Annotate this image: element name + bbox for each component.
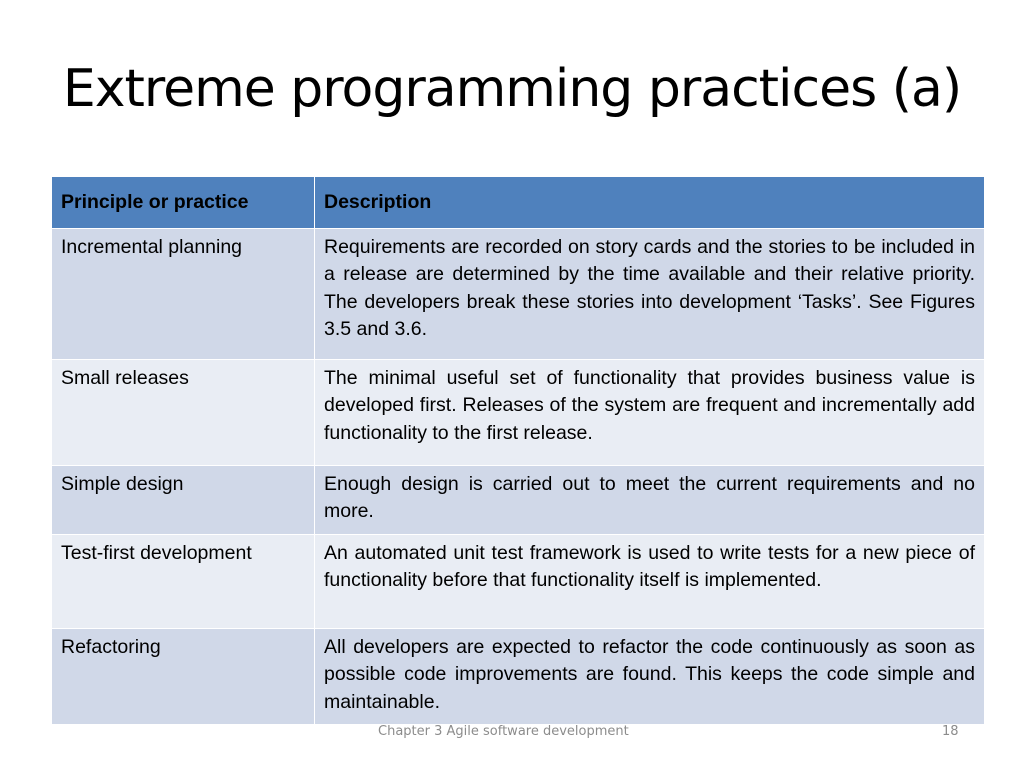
table-header-row	[52, 177, 985, 229]
description-cell: The minimal useful set of functionality that provides business value is developed first. Releases of the system are frequent and incrementally add functionality to the first release.	[315, 359, 985, 465]
table-row	[52, 359, 985, 465]
description-cell: All developers are expected to refactor the code continuously as soon as possible code improvements are found. This keeps the code simple and maintainable.	[315, 628, 985, 725]
header-description: Description	[315, 177, 985, 229]
practice-cell: Incremental planning	[52, 228, 315, 359]
practice-cell: Small releases	[52, 359, 315, 465]
practice-cell: Test-first development	[52, 534, 315, 628]
description-cell: Enough design is carried out to meet the current requirements and no more.	[315, 465, 985, 534]
slide-title: Extreme programming practices (a)	[62, 59, 962, 119]
table-row	[52, 628, 985, 725]
description-cell: Requirements are recorded on story cards and the stories to be included in a release are determined by the time available and their relative priority. The developers break these stories into development ‘Tasks’. See Figures 3.5 and 3.6.	[315, 228, 985, 359]
description-cell: An automated unit test framework is used to write tests for a new piece of functionality before that functionality itself is implemented.	[315, 534, 985, 628]
footer-chapter-text: Chapter 3 Agile software development	[378, 724, 629, 739]
table-row	[52, 534, 985, 628]
practice-cell: Refactoring	[52, 628, 315, 725]
table-row	[52, 465, 985, 534]
table-row	[52, 228, 985, 359]
page-number: 18	[942, 724, 959, 739]
practices-table	[51, 176, 985, 725]
practices-table-container	[51, 176, 984, 725]
header-principle-or-practice: Principle or practice	[52, 177, 315, 229]
practice-cell: Simple design	[52, 465, 315, 534]
